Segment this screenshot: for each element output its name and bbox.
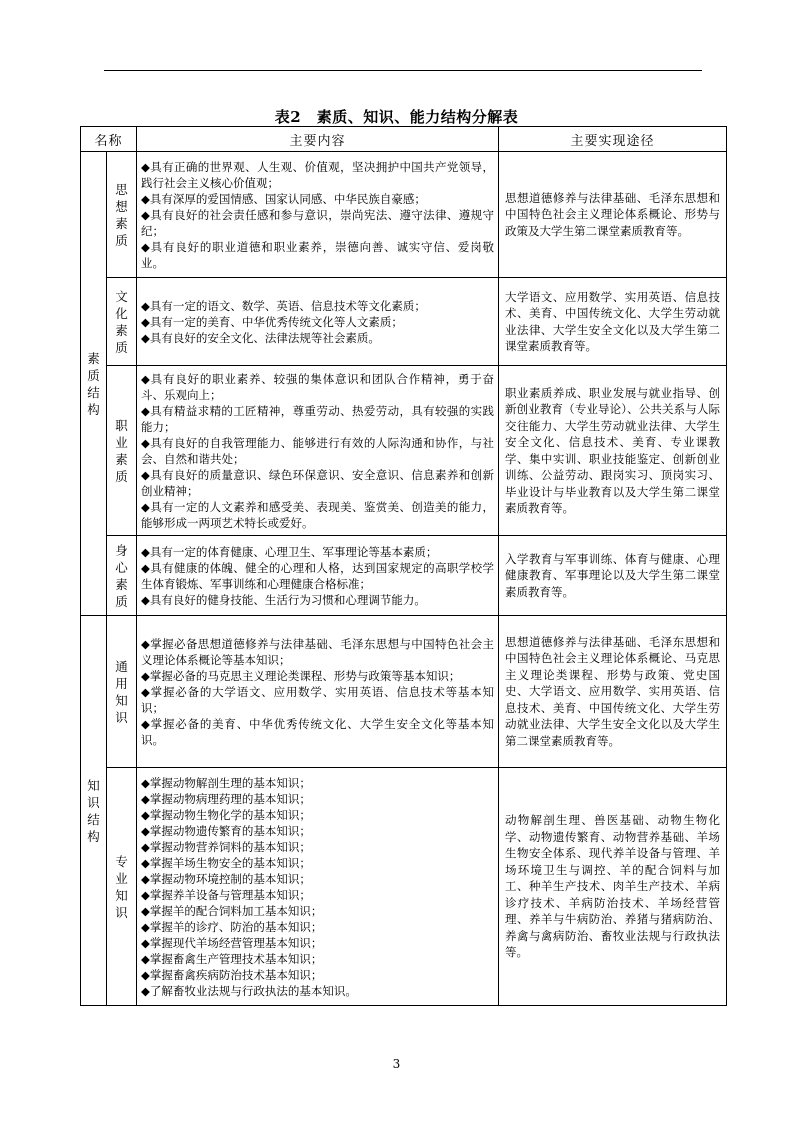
table-title: 表2 素质、知识、能力结构分解表 [274,108,519,126]
sub-label: 思想素质 [107,152,137,278]
group-label-quality [81,152,107,616]
content-item: ◆掌握动物解剖生理的基本知识； [141,775,311,790]
table-row [81,152,727,278]
structure-table [80,126,727,1006]
content-cell [137,768,499,1006]
content-cell [137,278,499,366]
table-row [81,616,727,768]
sub-label: 身心素质 [107,536,137,616]
content-item: ◆具有一定的体育健康、心理卫生、军事理论等基本素质； [141,544,438,559]
group-label-text: 素质结构 [87,350,100,417]
content-item: ◆掌握畜禽生产管理技术基本知识； [141,951,323,966]
group-label-knowledge [81,616,107,1006]
route-cell: 大学语文、应用数学、实用英语、信息技术、美育、中国传统文化、大学生劳动就业法律、大学生安全文化以及大学生第二课堂素质教育等。 [499,278,727,366]
content-item: ◆掌握现代羊场经营管理基本知识； [141,935,323,950]
sub-label: 专业知识 [107,768,137,1006]
table-row [81,366,727,536]
content-item: ◆掌握动物遗传繁育的基本知识； [141,823,311,838]
content-item: ◆具有良好的职业道德和职业素养，崇德向善、诚实守信、爱岗敬业。 [141,239,495,270]
header-route: 主要实现途径 [499,127,727,152]
content-item: ◆掌握动物病理药理的基本知识； [141,791,311,806]
content-item: ◆具有良好的质量意识、绿色环保意识、安全意识、信息素养和创新创业精神； [141,467,495,498]
content-item: ◆掌握必备的美育、中华优秀传统文化、大学生安全文化等基本知识。 [141,716,495,747]
sub-label: 通用知识 [107,616,137,768]
content-item: ◆了解畜牧业法规与行政执法的基本知识。 [141,983,357,998]
content-cell [137,536,499,616]
content-item: ◆掌握必备的马克思主义理论类课程、形势与政策等基本知识； [141,668,461,683]
route-cell: 思想道德修养与法律基础、毛泽东思想和中国特色社会主义理论体系概论、马克思主义理论类课程、形势与政策、党史国史、大学语文、应用数学、实用英语、信息技术、美育、中国传统文化、大学生劳动就业法律、大学生安全文化以及大学生第二课堂素质教育等。 [499,616,727,768]
content-cell [137,616,499,768]
header-rule [104,70,702,71]
table-row [81,536,727,616]
content-item: ◆掌握羊的诊疗、防治的基本知识； [141,919,323,934]
content-item: ◆具有健康的体魄、健全的心理和人格，达到国家规定的高职学校学生体育锻炼、军事训练和心理健康合格标准； [141,560,495,591]
route-cell: 职业素质养成、职业发展与就业指导、创新创业教育（专业导论）、公共关系与人际交往能力、大学生劳动就业法律、大学生安全文化、信息技术、美育、专业课教学、集中实训、职业技能鉴定、创新创业训练、公益劳动、跟岗实习、顶岗实习、毕业设计与毕业教育以及大学生第二课堂素质教育等。 [499,366,727,536]
content-item: ◆具有良好的自我管理能力、能够进行有效的人际沟通和协作，与社会、自然和谐共处； [141,435,495,466]
content-cell [137,366,499,536]
group-label-text: 知识结构 [87,777,100,844]
table-row [81,278,727,366]
content-item: ◆具有正确的世界观、人生观、价值观，坚决拥护中国共产党领导，践行社会主义核心价值观； [141,159,495,190]
page-number: 3 [392,1057,401,1071]
content-item: ◆具有一定的美育、中华优秀传统文化等人文素质； [141,314,403,329]
route-cell: 入学教育与军事训练、体育与健康、心理健康教育、军事理论以及大学生第二课堂素质教育等。 [499,536,727,616]
content-item: ◆具有良好的健身技能、生活行为习惯和心理调节能力。 [141,592,426,607]
route-cell: 动物解剖生理、兽医基础、动物生物化学、动物遗传繁育、动物营养基础、羊场生物安全体系、现代养羊设备与管理、羊场环境卫生与调控、羊的配合饲料与加工、种羊生产技术、肉羊生产技术、羊病诊疗技术、羊病防治技术、羊场经营管理、养羊与牛病防治、养猪与猪病防治、养禽与禽病防治、畜牧业法规与行政执法等。 [499,768,727,1006]
content-item: ◆具有深厚的爱国情感、国家认同感、中华民族自豪感； [141,191,426,206]
header-content: 主要内容 [137,127,499,152]
content-item: ◆掌握必备思想道德修养与法律基础、毛泽东思想与中国特色社会主义理论体系概论等基本知识； [141,636,495,667]
sub-label: 文化素质 [107,278,137,366]
content-item: ◆掌握畜禽疾病防治技术基本知识； [141,967,323,982]
content-item: ◆掌握动物环境控制的基本知识； [141,871,311,886]
table-row [81,768,727,1006]
content-item: ◆掌握必备的大学语文、应用数学、实用英语、信息技术等基本知识； [141,684,495,715]
content-cell [137,152,499,278]
content-item: ◆具有一定的语文、数学、英语、信息技术等文化素质； [141,298,426,313]
table-header-row [81,127,727,152]
content-item: ◆掌握羊场生物安全的基本知识； [141,855,311,870]
content-item: ◆掌握动物生物化学的基本知识； [141,807,311,822]
content-item: ◆掌握养羊设备与管理基本知识； [141,887,311,902]
content-item: ◆掌握动物营养饲料的基本知识； [141,839,311,854]
content-item: ◆具有良好的安全文化、法律法规等社会素质。 [141,330,380,345]
content-item: ◆具有良好的职业素养、较强的集体意识和团队合作精神，勇于奋斗、乐观向上； [141,371,495,402]
header-name: 名称 [81,127,137,152]
content-item: ◆具有一定的人文素养和感受美、表现美、鉴赏美、创造美的能力，能够形成一两项艺术特长或爱好。 [141,499,495,530]
sub-label: 职业素质 [107,366,137,536]
route-cell: 思想道德修养与法律基础、毛泽东思想和中国特色社会主义理论体系概论、形势与政策及大学生第二课堂素质教育等。 [499,152,727,278]
content-item: ◆掌握羊的配合饲料加工基本知识； [141,903,323,918]
content-item: ◆具有精益求精的工匠精神，尊重劳动、热爱劳动，具有较强的实践能力； [141,403,495,434]
content-item: ◆具有良好的社会责任感和参与意识，崇尚宪法、遵守法律、遵规守纪； [141,207,495,238]
